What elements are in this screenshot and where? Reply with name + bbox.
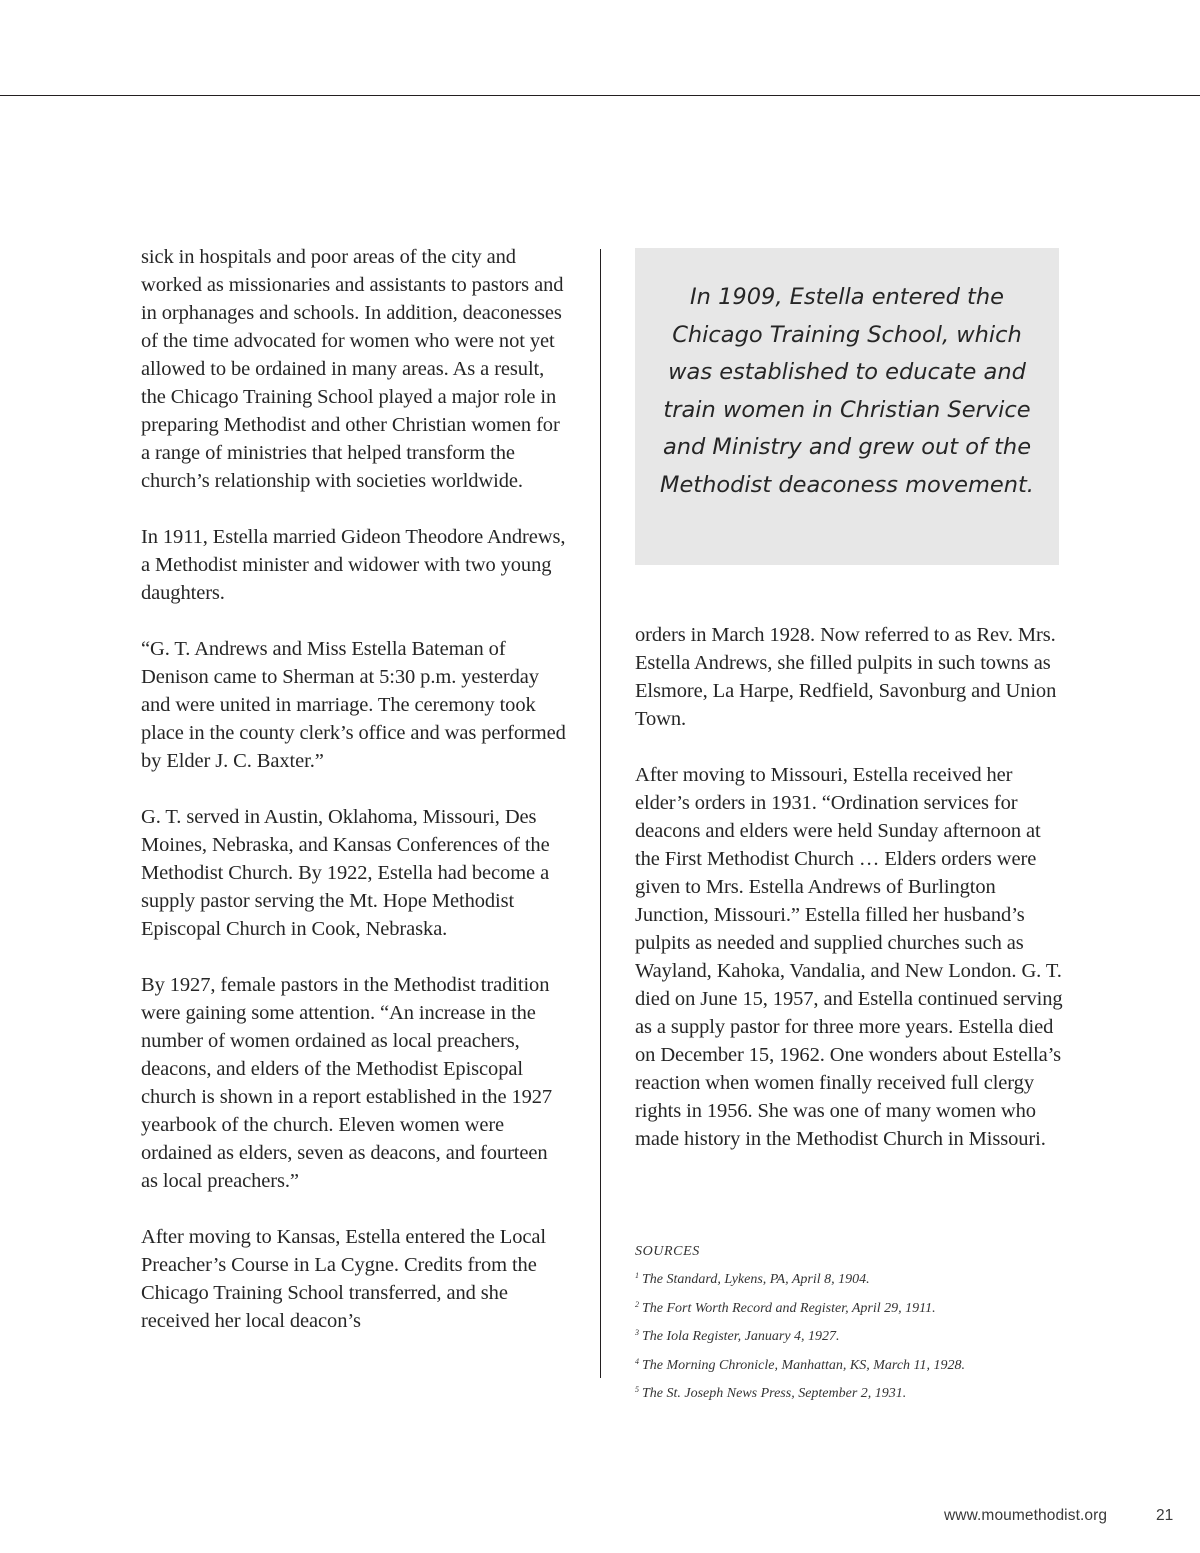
source-text: The Standard, Lykens, PA, April 8, 1904. <box>642 1272 870 1287</box>
source-number: 4 <box>635 1356 639 1366</box>
left-column <box>141 243 569 1363</box>
source-number: 3 <box>635 1328 639 1337</box>
source-number: 2 <box>635 1299 639 1309</box>
column-divider <box>600 249 601 1378</box>
source-text: The St. Joseph News Press, September 2, 1931. <box>642 1386 907 1401</box>
header-rule <box>0 95 1200 96</box>
paragraph: orders in March 1928. Now referred to as Rev. Mrs. Estella Andrews, she filled pulpits in such towns as Elsmore, La Harpe, Redfield, Savonburg and Union Town. <box>635 624 1057 730</box>
source-text: The Fort Worth Record and Register, April 29, 1911. <box>642 1300 936 1316</box>
source-number: 1 <box>635 1271 639 1280</box>
source-text: The Iola Register, January 4, 1927. <box>642 1329 840 1344</box>
sources-section <box>635 1240 1065 1407</box>
source-item <box>635 1321 1065 1350</box>
paragraph: G. T. served in Austin, Oklahoma, Missouri, Des Moines, Nebraska, and Kansas Conferences of the Methodist Church. By 1922, Estella had become a supply pastor serving the Mt. Hope Methodist Episcopal Church in Cook, Nebraska. <box>141 806 550 940</box>
paragraph: sick in hospitals and poor areas of the city and worked as missionaries and assistants to pastors and in orphanages and schools. In addition, deaconesses of the time advocated for women who were not yet allowed to be ordained in many areas. As a result, the Chicago Training School played a major role in preparing Methodist and other Christian women for a range of ministries that helped transform the church’s relationship with societies worldwide. <box>141 246 564 492</box>
paragraph: After moving to Missouri, Estella received her elder’s orders in 1931. “Ordination services for deacons and elders were held Sunday afternoon at the First Methodist Church … Elders orders were given to Mrs. Estella Andrews of Burlington Junction, Missouri.” Estella filled her husband’s pulpits as needed and supplied churches such as Wayland, Kahoka, Vandalia, and New London. G. T. died on June 15, 1957, and Estella continued serving as a supply pastor for three more years. Estella died on December 15, 1962. One wonders about Estella’s reaction when women finally received full clergy rights in 1956. She was one of many women who made history in the Methodist Church in Missouri. <box>635 764 1063 1150</box>
pull-quote <box>635 248 1059 565</box>
sources-heading: SOURCES <box>635 1244 700 1259</box>
source-number: 5 <box>635 1385 639 1394</box>
source-item <box>635 1293 1065 1322</box>
source-item <box>635 1378 1065 1407</box>
paragraph: By 1927, female pastors in the Methodist tradition were gaining some attention. “An increase in the number of women ordained as local preachers, deacons, and elders of the Methodist Episcopal church is shown in a report established in the 1927 yearbook of the church. Eleven women were ordained as elders, seven as deacons, and fourteen as local preachers.” <box>141 974 553 1192</box>
page-number: 21 <box>1156 1507 1174 1524</box>
source-item <box>635 1350 1065 1379</box>
right-column <box>635 621 1065 1181</box>
paragraph: “G. T. Andrews and Miss Estella Bateman of Denison came to Sherman at 5:30 p.m. yesterday and were united in marriage. The ceremony took place in the county clerk’s office and was performed by Elder J. C. Baxter.” <box>141 638 566 772</box>
paragraph: After moving to Kansas, Estella entered the Local Preacher’s Course in La Cygne. Credits from the Chicago Training School transferred, and she received her local deacon’s <box>141 1226 546 1332</box>
footer-url: www.moumethodist.org <box>944 1507 1108 1524</box>
source-item <box>635 1264 1065 1293</box>
source-text: The Morning Chronicle, Manhattan, KS, March 11, 1928. <box>642 1357 966 1373</box>
pull-quote-text: In 1909, Estella entered the Chicago Training School, which was established to educate and train women in Christian Service and Ministry and grew out of the Methodist deaconess movement. <box>660 284 1034 498</box>
paragraph: In 1911, Estella married Gideon Theodore Andrews, a Methodist minister and widower with two young daughters. <box>141 526 566 604</box>
